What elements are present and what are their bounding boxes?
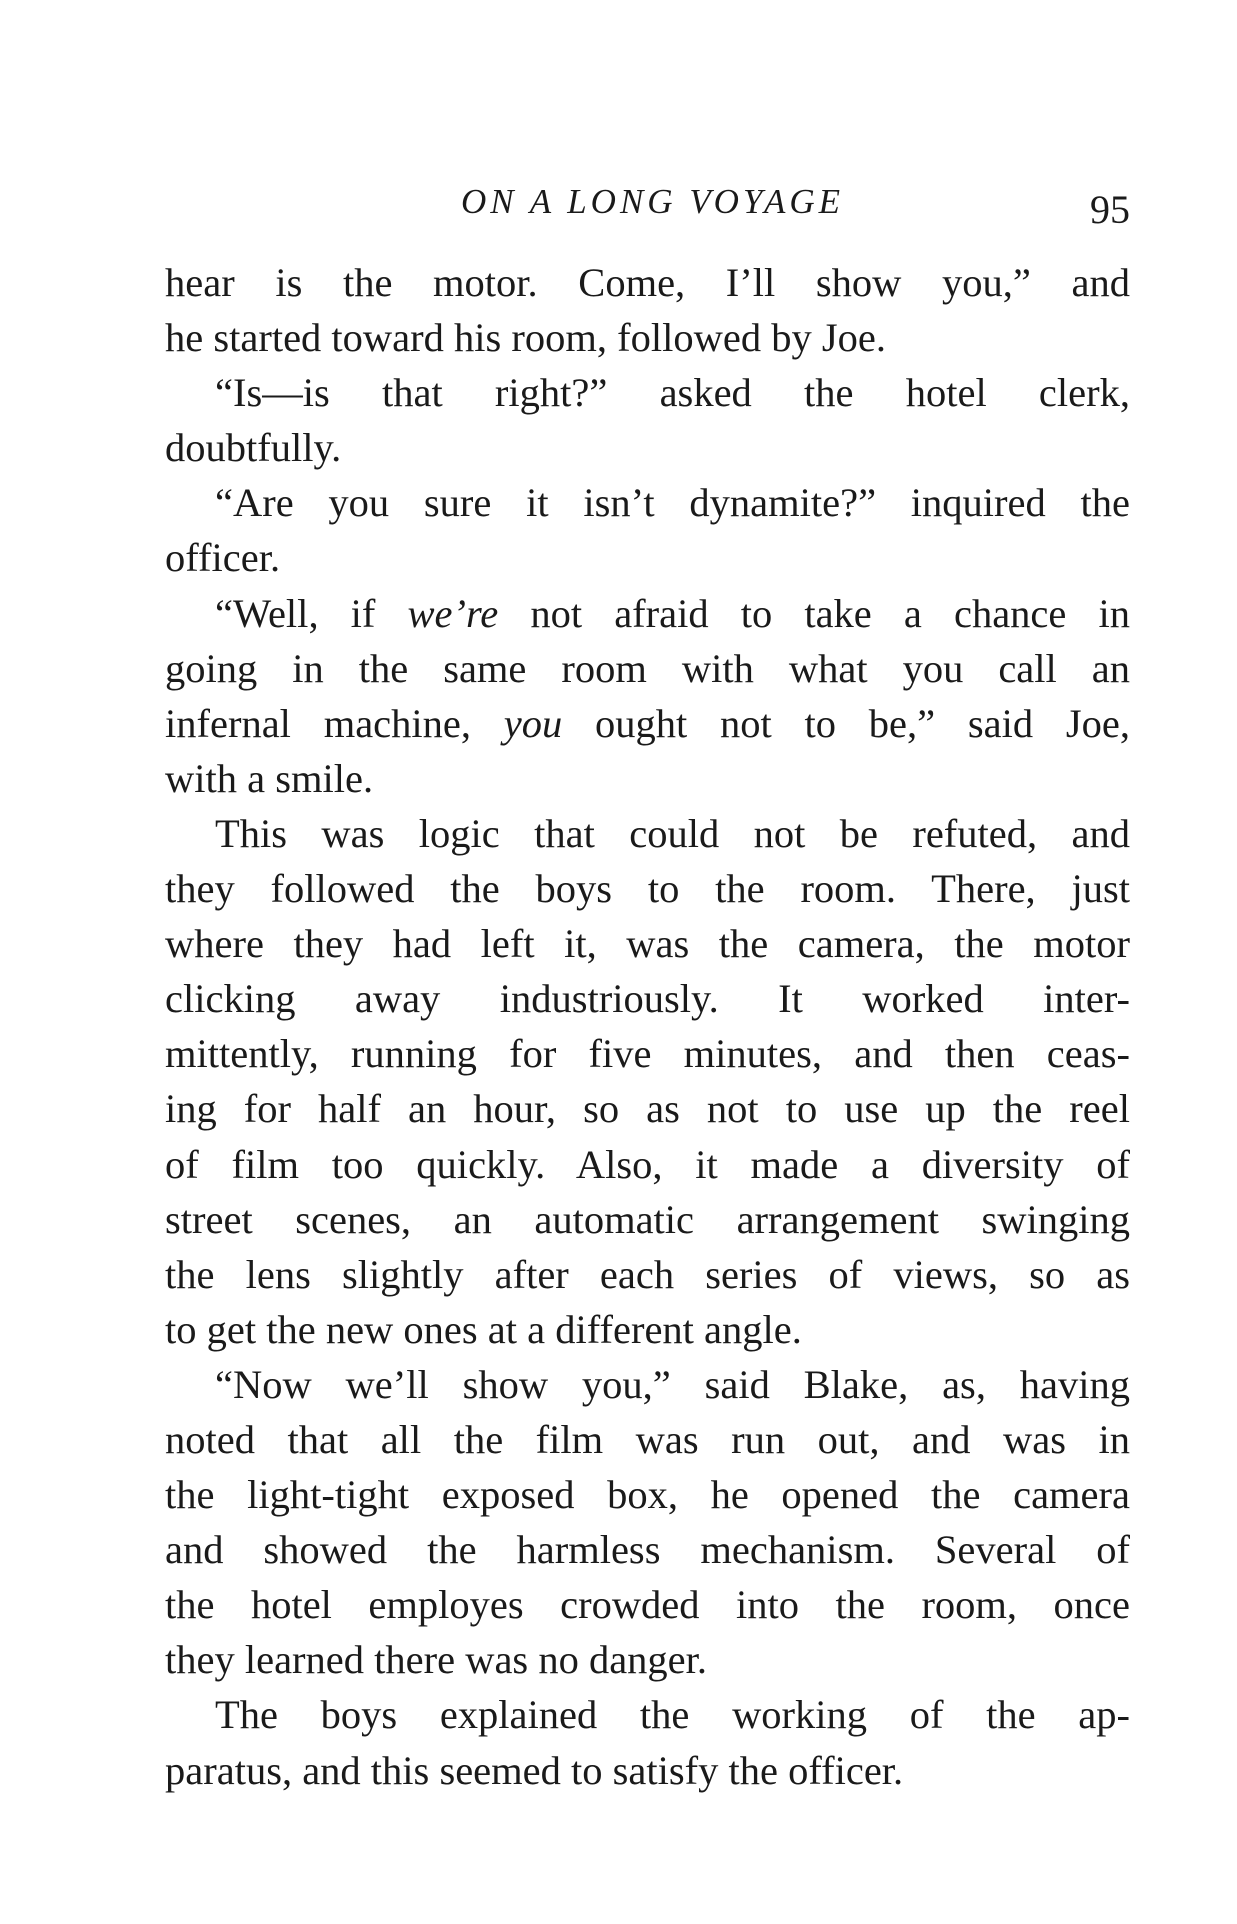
text-line: where they had left it, was the camera, the motor [165,921,1130,967]
paragraph [165,1357,1130,1688]
text-line: clicking away industriously. It worked inter- [165,976,1130,1022]
emphasis: you [503,700,563,746]
text-line: and showed the harmless mechanism. Several of [165,1527,1130,1573]
text-line: doubtfully. [165,425,342,471]
emphasis: we’re [407,590,499,636]
paragraph [165,586,1130,806]
text-line: they followed the boys to the room. There, just [165,866,1130,912]
text-line: they learned there was no danger. [165,1637,708,1683]
text-line: hear is the motor. Come, I’ll show you,” and [165,260,1130,305]
text-line: The boys explained the working of the ap- [215,1692,1130,1738]
text-line: the light-tight exposed box, he opened the camera [165,1472,1130,1518]
text-line: with a smile. [165,755,374,801]
text-line: paratus, and this seemed to satisfy the officer. [165,1747,904,1793]
text-line: This was logic that could not be refuted, and [215,810,1130,856]
text-line: infernal machine, you ought not to be,” said Joe, [165,700,1130,746]
text-line: of film too quickly. Also, it made a diversity of [165,1141,1130,1187]
text-line: “Now we’ll show you,” said Blake, as, having [215,1361,1130,1407]
text-line: mittently, running for five minutes, and then ceas- [165,1031,1130,1077]
paragraph [165,1687,1130,1797]
paragraph [165,475,1130,585]
text-line: “Is—is that right?” asked the hotel clerk, [215,370,1130,416]
text-line: street scenes, an automatic arrangement swinging [165,1196,1130,1242]
text-line: to get the new ones at a different angle. [165,1306,802,1352]
text-line: going in the same room with what you call an [165,645,1130,691]
running-title: ON A LONG VOYAGE [460,182,845,221]
page-number: 95 [1090,187,1130,232]
text-line: noted that all the film was run out, and was in [165,1416,1130,1462]
running-header [165,180,1130,240]
text-line: he started toward his room, followed by Joe. [165,315,886,361]
text-line: the lens slightly after each series of views, so as [165,1251,1130,1297]
text-line: ing for half an hour, so as not to use up the reel [165,1086,1130,1132]
text-line: “Well, if we’re not afraid to take a chance in [215,590,1130,636]
text-line: the hotel employes crowded into the room, once [165,1582,1130,1628]
paragraph [165,806,1130,1357]
body-text [165,255,1130,1798]
paragraph [165,255,1130,365]
text-line: officer. [165,535,281,581]
paragraph [165,365,1130,475]
text-line: “Are you sure it isn’t dynamite?” inquired the [215,480,1130,526]
